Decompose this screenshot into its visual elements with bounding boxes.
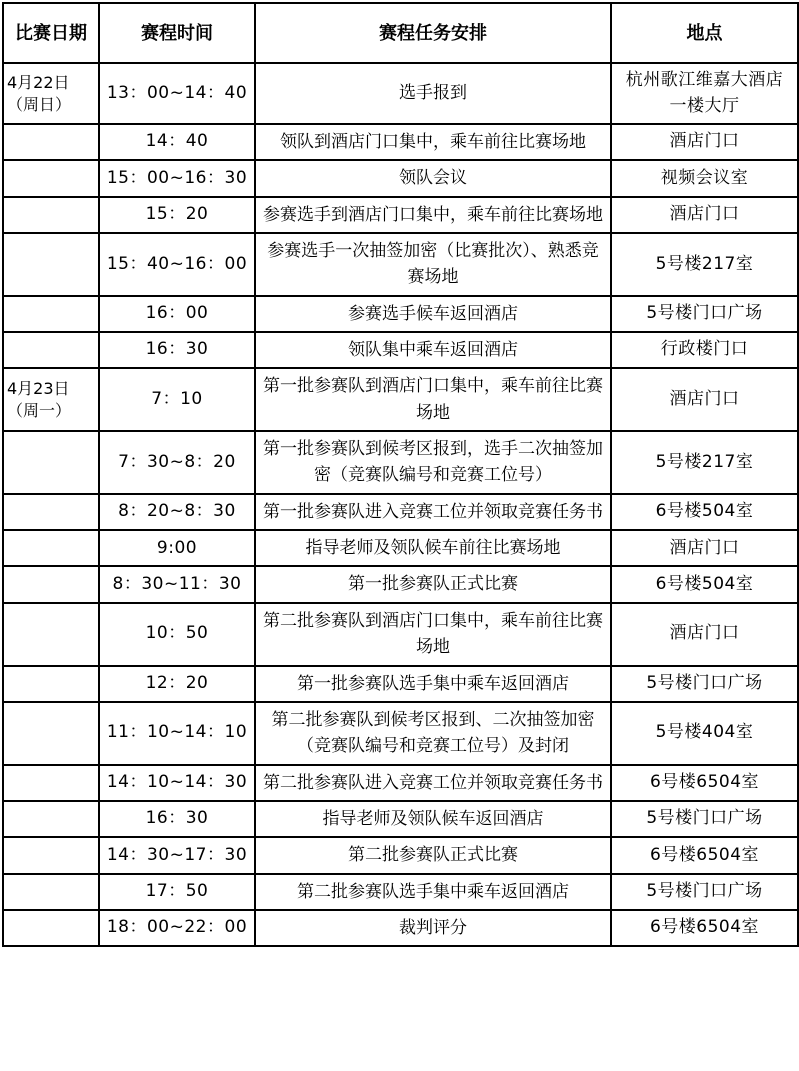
cell-place: 5号楼门口广场 [611, 874, 798, 910]
cell-task: 第一批参赛队到候考区报到，选手二次抽签加密（竞赛队编号和竞赛工位号） [255, 431, 611, 494]
column-header-task: 赛程任务安排 [255, 3, 611, 63]
cell-task: 第二批参赛队正式比赛 [255, 837, 611, 873]
cell-task: 第一批参赛队正式比赛 [255, 566, 611, 602]
cell-task: 指导老师及领队候车返回酒店 [255, 801, 611, 837]
cell-time: 17：50 [99, 874, 255, 910]
cell-date-empty [3, 702, 99, 765]
table-row [3, 233, 798, 296]
cell-date-empty [3, 494, 99, 530]
cell-time: 14：30~17：30 [99, 837, 255, 873]
cell-time: 11：10~14：10 [99, 702, 255, 765]
cell-task: 第一批参赛队进入竞赛工位并领取竞赛任务书 [255, 494, 611, 530]
cell-place: 5号楼门口广场 [611, 666, 798, 702]
table-row [3, 332, 798, 368]
cell-time: 9:00 [99, 530, 255, 566]
table-row [3, 494, 798, 530]
table-row [3, 765, 798, 801]
cell-date-empty [3, 566, 99, 602]
cell-place: 6号楼504室 [611, 566, 798, 602]
cell-task: 第二批参赛队到酒店门口集中，乘车前往比赛场地 [255, 603, 611, 666]
cell-place: 5号楼404室 [611, 702, 798, 765]
cell-time: 13：00~14：40 [99, 63, 255, 124]
column-header-date: 比赛日期 [3, 3, 99, 63]
cell-date-empty [3, 765, 99, 801]
table-row [3, 63, 798, 124]
cell-place: 酒店门口 [611, 530, 798, 566]
cell-date-empty [3, 160, 99, 196]
cell-place: 6号楼6504室 [611, 910, 798, 946]
cell-date-empty [3, 296, 99, 332]
cell-place: 5号楼门口广场 [611, 296, 798, 332]
table-row [3, 296, 798, 332]
cell-date-empty [3, 874, 99, 910]
column-header-place: 地点 [611, 3, 798, 63]
cell-task: 第二批参赛队选手集中乘车返回酒店 [255, 874, 611, 910]
cell-place: 杭州歌江维嘉大酒店一楼大厅 [611, 63, 798, 124]
cell-task: 领队会议 [255, 160, 611, 196]
table-row [3, 431, 798, 494]
cell-date-empty [3, 837, 99, 873]
table-row [3, 801, 798, 837]
cell-time: 15：40~16：00 [99, 233, 255, 296]
cell-place: 5号楼217室 [611, 431, 798, 494]
cell-time: 8：30~11：30 [99, 566, 255, 602]
cell-task: 第二批参赛队进入竞赛工位并领取竞赛任务书 [255, 765, 611, 801]
cell-date-empty [3, 332, 99, 368]
table-row [3, 197, 798, 233]
table-row [3, 160, 798, 196]
cell-task: 参赛选手候车返回酒店 [255, 296, 611, 332]
cell-place: 6号楼6504室 [611, 765, 798, 801]
cell-date-empty [3, 603, 99, 666]
cell-place: 视频会议室 [611, 160, 798, 196]
cell-task: 领队集中乘车返回酒店 [255, 332, 611, 368]
column-header-time: 赛程时间 [99, 3, 255, 63]
cell-time: 7：10 [99, 368, 255, 431]
cell-task: 参赛选手到酒店门口集中，乘车前往比赛场地 [255, 197, 611, 233]
cell-task: 领队到酒店门口集中，乘车前往比赛场地 [255, 124, 611, 160]
cell-task: 选手报到 [255, 63, 611, 124]
cell-date-empty [3, 530, 99, 566]
cell-task: 指导老师及领队候车前往比赛场地 [255, 530, 611, 566]
cell-time: 10：50 [99, 603, 255, 666]
table-row [3, 837, 798, 873]
cell-place: 6号楼504室 [611, 494, 798, 530]
cell-place: 5号楼门口广场 [611, 801, 798, 837]
table-row [3, 566, 798, 602]
cell-place: 6号楼6504室 [611, 837, 798, 873]
table-row [3, 702, 798, 765]
table-row [3, 603, 798, 666]
cell-place: 酒店门口 [611, 368, 798, 431]
cell-date-empty [3, 197, 99, 233]
cell-time: 14：40 [99, 124, 255, 160]
table-row [3, 666, 798, 702]
cell-place: 酒店门口 [611, 197, 798, 233]
table-row [3, 368, 798, 431]
table-header-row [3, 3, 798, 63]
cell-time: 15：00~16：30 [99, 160, 255, 196]
cell-date-empty [3, 910, 99, 946]
table-row [3, 530, 798, 566]
competition-schedule-table [2, 2, 799, 947]
cell-time: 16：30 [99, 332, 255, 368]
cell-time: 15：20 [99, 197, 255, 233]
table-row [3, 910, 798, 946]
cell-place: 行政楼门口 [611, 332, 798, 368]
table-body [3, 63, 798, 946]
cell-time: 14：10~14：30 [99, 765, 255, 801]
cell-date-empty [3, 801, 99, 837]
cell-date-empty [3, 666, 99, 702]
cell-task: 第一批参赛队到酒店门口集中，乘车前往比赛场地 [255, 368, 611, 431]
cell-date-empty [3, 124, 99, 160]
cell-time: 8：20~8：30 [99, 494, 255, 530]
cell-task: 第一批参赛队选手集中乘车返回酒店 [255, 666, 611, 702]
cell-time: 12：20 [99, 666, 255, 702]
cell-date-empty [3, 233, 99, 296]
table-row [3, 124, 798, 160]
cell-time: 18：00~22：00 [99, 910, 255, 946]
cell-date: 4月23日 （周一） [3, 368, 99, 431]
cell-task: 裁判评分 [255, 910, 611, 946]
cell-place: 5号楼217室 [611, 233, 798, 296]
cell-time: 16：00 [99, 296, 255, 332]
table-row [3, 874, 798, 910]
cell-time: 7：30~8：20 [99, 431, 255, 494]
cell-time: 16：30 [99, 801, 255, 837]
cell-place: 酒店门口 [611, 603, 798, 666]
cell-task: 参赛选手一次抽签加密（比赛批次）、熟悉竞赛场地 [255, 233, 611, 296]
cell-date-empty [3, 431, 99, 494]
cell-date: 4月22日 （周日） [3, 63, 99, 124]
cell-place: 酒店门口 [611, 124, 798, 160]
cell-task: 第二批参赛队到候考区报到、二次抽签加密（竞赛队编号和竞赛工位号）及封闭 [255, 702, 611, 765]
